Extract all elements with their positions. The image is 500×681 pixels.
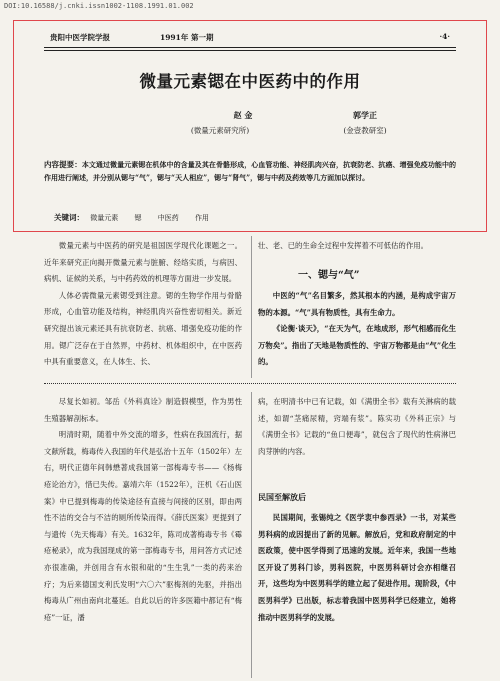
paragraph: 尽复长如初。邹岳《外科真诠》制造假模型，作为男性生殖器解剖标本。 xyxy=(44,397,242,423)
header-rule-thin xyxy=(44,50,456,51)
right-column-bottom-b xyxy=(258,510,456,626)
author-name: 郭学正 xyxy=(353,110,377,120)
journal-name: 贵阳中医学院学报 xyxy=(50,33,110,42)
paragraph-continued: 病，在明清书中已有记载，如《满册全书》载有关淋病的载述，如谓“茎痛尿精，窍端有浆”。陈实功《外科正宗》与《满册全书》记载的“鱼口便毒”，就包含了现代的性病淋巴肉芽肿的内容。 xyxy=(258,397,456,456)
paragraph: 人体必需微量元素锶受到注意。锶的生物学作用与骨骼形成，心血管功能及结构，神经肌肉兴奋性密切相关。新近研究提出该元素还具有抗衰防老、抗癌、增强免疫功能的作用。锶广泛存在于自然界，中药材、机体组织中，在中医药中具有重要意义，在人体生、长、 xyxy=(44,290,242,367)
paragraph: 明清时期，随着中外交流的增多，性病在我国流行，据文献所载，梅毒传入我国的年代是弘治十五年（1502年）左右，明代正德年间韩懋著成我国第一部梅毒专书——《杨梅疮论治方》，惜已失传。嘉靖六年（1522年），汪机《石山医案》中已提到梅毒的传染途径有直接与间接的区别，即由两性不洁的交合与不洁的厕所传染而得。《薛氏医案》更提到了与遗传（先天梅毒）有关。1632年，陈司成著梅毒专书《霉疮秘录》，成为我国现成的第一部梅毒专书，用问答方式记述亦很准确，并创用含有水银和砒的“生生乳”一类的药来治疗；为后来德国支利氏发明“六〇六”驱梅剂的先驱，并指出梅毒从广州由南向北蔓延。自此以后的许多医籍中都记有“梅疮”一证，潘 xyxy=(44,430,242,622)
paragraph: 民国期间，张锡纯之《医学衷中参西录》一书，对某些男科病的成因提出了新的见解。解放后，党和政府制定的中医政策，使中医学得到了迅速的发展。近年来，我国一些地区开设了男科门诊，男科医院，中医男科研讨会亦相继召开，这些均为中医男科学的建立起了促进作用。现阶段，《中医男科学》已出版，标志着我国中医男科学已经建立，她将推动中医男科学的发展。 xyxy=(258,513,456,622)
keyword: 微量元素 xyxy=(90,214,119,222)
paragraph-continued: 壮、老、已的生命全过程中发挥着不可低估的作用。 xyxy=(258,241,428,250)
abstract-label: 内容提要： xyxy=(44,160,82,169)
issue-label: 1991年 第一期 xyxy=(160,33,214,42)
keyword: 作用 xyxy=(194,214,209,222)
keywords-label: 关键词： xyxy=(54,213,84,222)
article-title: 微量元素锶在中医药中的作用 xyxy=(139,72,361,91)
separator-rule xyxy=(44,383,456,388)
keyword: 锶 xyxy=(134,214,142,222)
paragraph: 《论衡·谈天》，“在天为气，在地成形，形气相感而化生万物矣”。指出了天地是物质性的、宇宙万物都是由“气”化生的。 xyxy=(258,324,456,367)
column-divider xyxy=(251,236,252,378)
column-divider xyxy=(251,392,252,678)
section-heading: 民国至解放后 xyxy=(258,492,306,502)
header-rule xyxy=(44,47,456,48)
author-affiliation: (微量元素研究所) xyxy=(190,126,250,135)
right-column-bottom-a xyxy=(258,394,456,460)
left-column-top xyxy=(44,238,242,371)
author-affiliation: (金壹教研室) xyxy=(343,126,387,135)
keyword: 中医药 xyxy=(157,214,179,222)
right-column-top-b xyxy=(258,288,456,371)
left-column-bottom xyxy=(44,394,242,626)
paragraph: 微量元素与中医药的研究是祖国医学现代化课题之一。近年来研究正向揭开微量元素与脏腑、经络实质，与病因、病机、证候的关系，与中药药效的机理等方面进一步发展。 xyxy=(44,241,242,284)
paragraph: 中医的“气”名目繁多，然其根本的内涵，是构成宇宙万物的本源。“气”具有物质性，具有生命力。 xyxy=(258,291,456,317)
abstract-text: 本文通过微量元素锶在机体中的含量及其在骨骼形成，心血管功能、神经肌肉兴奋，抗衰防老、抗癌、增强免疫功能中的作用进行阐述，并分别从锶与“气”，锶与“天人相应”，锶与“肾气”，锶与中药及药效等几方面加以探讨。 xyxy=(44,160,457,182)
abstract xyxy=(44,158,456,184)
author-name: 赵 金 xyxy=(233,110,253,120)
right-column-top-a xyxy=(258,238,456,255)
running-header xyxy=(50,32,450,46)
section-heading: 一、锶与“气” xyxy=(298,270,360,281)
page-number: ·4· xyxy=(439,32,450,41)
keywords xyxy=(54,212,454,223)
doi-line: DOI:10.16588/j.cnki.issn1002-1108.1991.01.002 xyxy=(4,2,194,10)
